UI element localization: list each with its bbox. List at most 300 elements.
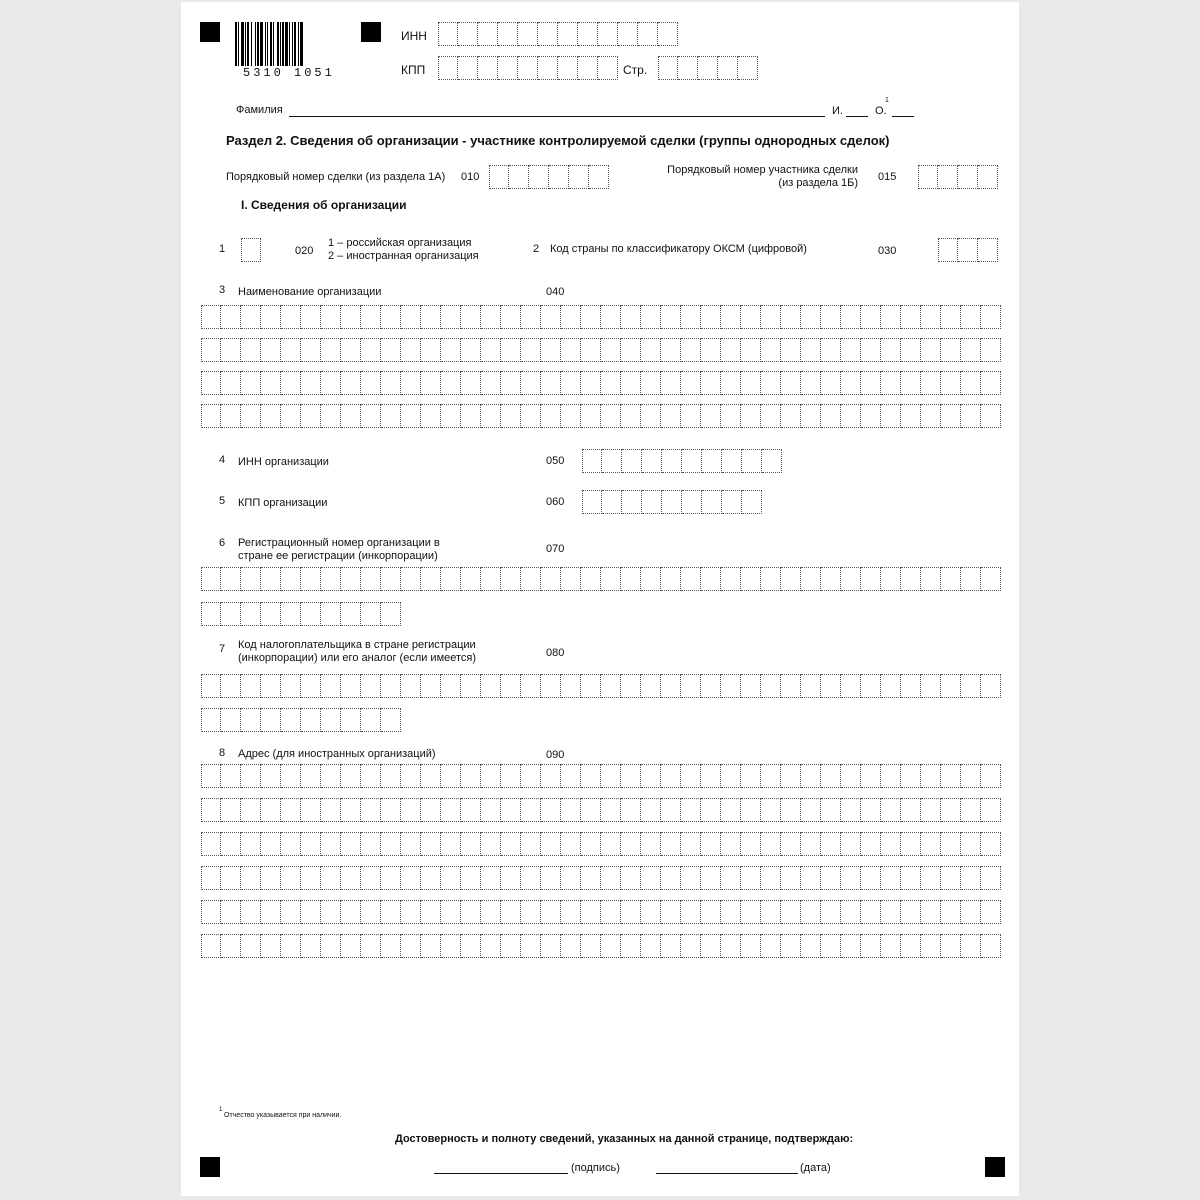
entry-cell[interactable] bbox=[901, 900, 921, 924]
entry-cell[interactable] bbox=[518, 22, 538, 46]
entry-cell[interactable] bbox=[901, 305, 921, 329]
entry-cell[interactable] bbox=[642, 490, 662, 514]
entry-cell[interactable] bbox=[481, 832, 501, 856]
entry-cell[interactable] bbox=[221, 708, 241, 732]
entry-cell[interactable] bbox=[641, 567, 661, 591]
entry-cell[interactable] bbox=[701, 764, 721, 788]
entry-cell[interactable] bbox=[581, 371, 601, 395]
entry-cell[interactable] bbox=[781, 371, 801, 395]
entry-cell[interactable] bbox=[481, 567, 501, 591]
entry-cell[interactable] bbox=[701, 866, 721, 890]
entry-cell[interactable] bbox=[201, 798, 221, 822]
entry-cell[interactable] bbox=[981, 900, 1001, 924]
entry-cell[interactable] bbox=[381, 708, 401, 732]
entry-cell[interactable] bbox=[781, 900, 801, 924]
entry-cell[interactable] bbox=[621, 934, 641, 958]
entry-cell[interactable] bbox=[601, 832, 621, 856]
entry-cell[interactable] bbox=[301, 866, 321, 890]
entry-cell[interactable] bbox=[221, 934, 241, 958]
entry-cell[interactable] bbox=[581, 338, 601, 362]
entry-cell[interactable] bbox=[401, 404, 421, 428]
entry-cell[interactable] bbox=[441, 764, 461, 788]
org-name-cells-line-2[interactable] bbox=[201, 338, 1001, 362]
entry-cell[interactable] bbox=[301, 674, 321, 698]
entry-cell[interactable] bbox=[321, 404, 341, 428]
entry-cell[interactable] bbox=[721, 567, 741, 591]
entry-cell[interactable] bbox=[958, 238, 978, 262]
entry-cell[interactable] bbox=[521, 338, 541, 362]
entry-cell[interactable] bbox=[461, 798, 481, 822]
entry-cell[interactable] bbox=[461, 866, 481, 890]
entry-cell[interactable] bbox=[801, 674, 821, 698]
entry-cell[interactable] bbox=[341, 602, 361, 626]
entry-cell[interactable] bbox=[558, 22, 578, 46]
entry-cell[interactable] bbox=[622, 490, 642, 514]
entry-cell[interactable] bbox=[421, 404, 441, 428]
entry-cell[interactable] bbox=[941, 404, 961, 428]
entry-cell[interactable] bbox=[201, 900, 221, 924]
entry-cell[interactable] bbox=[281, 567, 301, 591]
entry-cell[interactable] bbox=[509, 165, 529, 189]
entry-cell[interactable] bbox=[321, 866, 341, 890]
entry-cell[interactable] bbox=[301, 764, 321, 788]
entry-cell[interactable] bbox=[578, 56, 598, 80]
entry-cell[interactable] bbox=[781, 305, 801, 329]
entry-cell[interactable] bbox=[841, 567, 861, 591]
entry-cell[interactable] bbox=[621, 832, 641, 856]
entry-cell[interactable] bbox=[741, 305, 761, 329]
entry-cell[interactable] bbox=[841, 371, 861, 395]
entry-cell[interactable] bbox=[521, 404, 541, 428]
entry-cell[interactable] bbox=[821, 798, 841, 822]
entry-cell[interactable] bbox=[301, 567, 321, 591]
entry-cell[interactable] bbox=[541, 404, 561, 428]
entry-cell[interactable] bbox=[681, 371, 701, 395]
entry-cell[interactable] bbox=[821, 404, 841, 428]
entry-cell[interactable] bbox=[621, 371, 641, 395]
entry-cell[interactable] bbox=[421, 866, 441, 890]
entry-cell[interactable] bbox=[321, 708, 341, 732]
entry-cell[interactable] bbox=[561, 404, 581, 428]
entry-cell[interactable] bbox=[498, 22, 518, 46]
entry-cell[interactable] bbox=[661, 338, 681, 362]
entry-cell[interactable] bbox=[701, 674, 721, 698]
entry-cell[interactable] bbox=[701, 371, 721, 395]
entry-cell[interactable] bbox=[401, 371, 421, 395]
entry-cell[interactable] bbox=[641, 404, 661, 428]
entry-cell[interactable] bbox=[961, 567, 981, 591]
entry-cell[interactable] bbox=[921, 832, 941, 856]
entry-cell[interactable] bbox=[601, 934, 621, 958]
entry-cell[interactable] bbox=[381, 934, 401, 958]
entry-cell[interactable] bbox=[501, 798, 521, 822]
entry-cell[interactable] bbox=[281, 866, 301, 890]
entry-cell[interactable] bbox=[981, 404, 1001, 428]
entry-cell[interactable] bbox=[901, 674, 921, 698]
entry-cell[interactable] bbox=[901, 934, 921, 958]
entry-cell[interactable] bbox=[341, 708, 361, 732]
entry-cell[interactable] bbox=[598, 22, 618, 46]
entry-cell[interactable] bbox=[961, 371, 981, 395]
entry-cell[interactable] bbox=[661, 832, 681, 856]
entry-cell[interactable] bbox=[881, 798, 901, 822]
entry-cell[interactable] bbox=[281, 602, 301, 626]
entry-cell[interactable] bbox=[569, 165, 589, 189]
entry-cell[interactable] bbox=[541, 567, 561, 591]
entry-cell[interactable] bbox=[881, 934, 901, 958]
initial-i-field[interactable] bbox=[846, 116, 868, 117]
signature-field[interactable] bbox=[434, 1173, 568, 1174]
entry-cell[interactable] bbox=[781, 674, 801, 698]
entry-cell[interactable] bbox=[561, 934, 581, 958]
entry-cell[interactable] bbox=[401, 798, 421, 822]
date-field[interactable] bbox=[656, 1173, 798, 1174]
entry-cell[interactable] bbox=[921, 567, 941, 591]
entry-cell[interactable] bbox=[702, 490, 722, 514]
entry-cell[interactable] bbox=[421, 934, 441, 958]
entry-cell[interactable] bbox=[901, 338, 921, 362]
entry-cell[interactable] bbox=[681, 404, 701, 428]
entry-cell[interactable] bbox=[321, 567, 341, 591]
entry-cell[interactable] bbox=[781, 764, 801, 788]
entry-cell[interactable] bbox=[741, 866, 761, 890]
entry-cell[interactable] bbox=[681, 798, 701, 822]
entry-cell[interactable] bbox=[841, 674, 861, 698]
entry-cell[interactable] bbox=[529, 165, 549, 189]
entry-cell[interactable] bbox=[741, 900, 761, 924]
entry-cell[interactable] bbox=[581, 900, 601, 924]
entry-cell[interactable] bbox=[961, 404, 981, 428]
entry-cell[interactable] bbox=[941, 567, 961, 591]
entry-cell[interactable] bbox=[941, 900, 961, 924]
entry-cell[interactable] bbox=[801, 866, 821, 890]
entry-cell[interactable] bbox=[661, 674, 681, 698]
entry-cell[interactable] bbox=[921, 798, 941, 822]
entry-cell[interactable] bbox=[641, 674, 661, 698]
entry-cell[interactable] bbox=[621, 338, 641, 362]
entry-cell[interactable] bbox=[321, 900, 341, 924]
entry-cell[interactable] bbox=[381, 832, 401, 856]
entry-cell[interactable] bbox=[481, 674, 501, 698]
entry-cell[interactable] bbox=[961, 832, 981, 856]
entry-cell[interactable] bbox=[301, 404, 321, 428]
entry-cell[interactable] bbox=[321, 832, 341, 856]
entry-cell[interactable] bbox=[361, 404, 381, 428]
entry-cell[interactable] bbox=[801, 764, 821, 788]
entry-cell[interactable] bbox=[861, 305, 881, 329]
entry-cell[interactable] bbox=[641, 338, 661, 362]
entry-cell[interactable] bbox=[221, 900, 241, 924]
entry-cell[interactable] bbox=[381, 567, 401, 591]
entry-cell[interactable] bbox=[621, 866, 641, 890]
entry-cell[interactable] bbox=[761, 567, 781, 591]
entry-cell[interactable] bbox=[761, 900, 781, 924]
entry-cell[interactable] bbox=[541, 832, 561, 856]
entry-cell[interactable] bbox=[321, 934, 341, 958]
entry-cell[interactable] bbox=[801, 567, 821, 591]
entry-cell[interactable] bbox=[541, 934, 561, 958]
entry-cell[interactable] bbox=[958, 165, 978, 189]
surname-field[interactable] bbox=[289, 116, 825, 117]
entry-cell[interactable] bbox=[661, 764, 681, 788]
entry-cell[interactable] bbox=[501, 764, 521, 788]
entry-cell[interactable] bbox=[941, 338, 961, 362]
entry-cell[interactable] bbox=[241, 866, 261, 890]
entry-cell[interactable] bbox=[698, 56, 718, 80]
entry-cell[interactable] bbox=[421, 900, 441, 924]
entry-cell[interactable] bbox=[918, 165, 938, 189]
entry-cell[interactable] bbox=[781, 404, 801, 428]
taxpayer-code-cells-line-1[interactable] bbox=[201, 674, 1001, 698]
entry-cell[interactable] bbox=[861, 764, 881, 788]
entry-cell[interactable] bbox=[661, 404, 681, 428]
entry-cell[interactable] bbox=[701, 567, 721, 591]
entry-cell[interactable] bbox=[381, 404, 401, 428]
entry-cell[interactable] bbox=[662, 449, 682, 473]
entry-cell[interactable] bbox=[821, 832, 841, 856]
entry-cell[interactable] bbox=[881, 900, 901, 924]
entry-cell[interactable] bbox=[678, 56, 698, 80]
entry-cell[interactable] bbox=[661, 567, 681, 591]
entry-cell[interactable] bbox=[641, 798, 661, 822]
entry-cell[interactable] bbox=[641, 934, 661, 958]
entry-cell[interactable] bbox=[881, 832, 901, 856]
entry-cell[interactable] bbox=[589, 165, 609, 189]
entry-cell[interactable] bbox=[561, 764, 581, 788]
entry-cell[interactable] bbox=[762, 449, 782, 473]
entry-cell[interactable] bbox=[521, 371, 541, 395]
initial-o-field[interactable] bbox=[892, 116, 914, 117]
entry-cell[interactable] bbox=[201, 832, 221, 856]
entry-cell[interactable] bbox=[961, 305, 981, 329]
taxpayer-code-cells-line-2[interactable] bbox=[201, 708, 401, 732]
entry-cell[interactable] bbox=[978, 238, 998, 262]
entry-cell[interactable] bbox=[241, 674, 261, 698]
entry-cell[interactable] bbox=[221, 832, 241, 856]
entry-cell[interactable] bbox=[581, 674, 601, 698]
entry-cell[interactable] bbox=[201, 602, 221, 626]
inn-cells[interactable] bbox=[438, 22, 678, 46]
entry-cell[interactable] bbox=[941, 866, 961, 890]
entry-cell[interactable] bbox=[201, 674, 221, 698]
entry-cell[interactable] bbox=[381, 371, 401, 395]
entry-cell[interactable] bbox=[581, 764, 601, 788]
entry-cell[interactable] bbox=[441, 305, 461, 329]
entry-cell[interactable] bbox=[561, 832, 581, 856]
entry-cell[interactable] bbox=[682, 490, 702, 514]
entry-cell[interactable] bbox=[781, 798, 801, 822]
entry-cell[interactable] bbox=[281, 934, 301, 958]
entry-cell[interactable] bbox=[501, 371, 521, 395]
entry-cell[interactable] bbox=[681, 832, 701, 856]
entry-cell[interactable] bbox=[261, 832, 281, 856]
entry-cell[interactable] bbox=[861, 567, 881, 591]
entry-cell[interactable] bbox=[981, 934, 1001, 958]
entry-cell[interactable] bbox=[501, 567, 521, 591]
entry-cell[interactable] bbox=[421, 338, 441, 362]
entry-cell[interactable] bbox=[981, 832, 1001, 856]
entry-cell[interactable] bbox=[441, 567, 461, 591]
entry-cell[interactable] bbox=[301, 602, 321, 626]
entry-cell[interactable] bbox=[582, 490, 602, 514]
entry-cell[interactable] bbox=[461, 764, 481, 788]
entry-cell[interactable] bbox=[441, 338, 461, 362]
entry-cell[interactable] bbox=[361, 900, 381, 924]
entry-cell[interactable] bbox=[401, 338, 421, 362]
entry-cell[interactable] bbox=[981, 674, 1001, 698]
entry-cell[interactable] bbox=[521, 674, 541, 698]
entry-cell[interactable] bbox=[621, 764, 641, 788]
entry-cell[interactable] bbox=[881, 567, 901, 591]
entry-cell[interactable] bbox=[821, 371, 841, 395]
entry-cell[interactable] bbox=[681, 934, 701, 958]
entry-cell[interactable] bbox=[541, 338, 561, 362]
entry-cell[interactable] bbox=[549, 165, 569, 189]
entry-cell[interactable] bbox=[821, 934, 841, 958]
entry-cell[interactable] bbox=[241, 338, 261, 362]
entry-cell[interactable] bbox=[481, 798, 501, 822]
entry-cell[interactable] bbox=[602, 490, 622, 514]
entry-cell[interactable] bbox=[461, 567, 481, 591]
entry-cell[interactable] bbox=[261, 404, 281, 428]
entry-cell[interactable] bbox=[401, 764, 421, 788]
entry-cell[interactable] bbox=[281, 764, 301, 788]
entry-cell[interactable] bbox=[361, 934, 381, 958]
entry-cell[interactable] bbox=[201, 764, 221, 788]
entry-cell[interactable] bbox=[241, 602, 261, 626]
entry-cell[interactable] bbox=[241, 832, 261, 856]
entry-cell[interactable] bbox=[881, 305, 901, 329]
entry-cell[interactable] bbox=[881, 404, 901, 428]
entry-cell[interactable] bbox=[621, 305, 641, 329]
entry-cell[interactable] bbox=[861, 866, 881, 890]
entry-cell[interactable] bbox=[221, 602, 241, 626]
country-code-cells[interactable] bbox=[938, 238, 998, 262]
entry-cell[interactable] bbox=[221, 338, 241, 362]
entry-cell[interactable] bbox=[761, 305, 781, 329]
entry-cell[interactable] bbox=[961, 764, 981, 788]
entry-cell[interactable] bbox=[601, 674, 621, 698]
entry-cell[interactable] bbox=[241, 764, 261, 788]
entry-cell[interactable] bbox=[981, 798, 1001, 822]
entry-cell[interactable] bbox=[361, 832, 381, 856]
entry-cell[interactable] bbox=[881, 764, 901, 788]
entry-cell[interactable] bbox=[401, 567, 421, 591]
entry-cell[interactable] bbox=[781, 832, 801, 856]
entry-cell[interactable] bbox=[201, 866, 221, 890]
entry-cell[interactable] bbox=[361, 338, 381, 362]
entry-cell[interactable] bbox=[642, 449, 662, 473]
entry-cell[interactable] bbox=[361, 764, 381, 788]
entry-cell[interactable] bbox=[861, 900, 881, 924]
entry-cell[interactable] bbox=[561, 305, 581, 329]
entry-cell[interactable] bbox=[801, 338, 821, 362]
entry-cell[interactable] bbox=[621, 404, 641, 428]
entry-cell[interactable] bbox=[961, 338, 981, 362]
entry-cell[interactable] bbox=[241, 708, 261, 732]
entry-cell[interactable] bbox=[241, 798, 261, 822]
entry-cell[interactable] bbox=[521, 764, 541, 788]
entry-cell[interactable] bbox=[241, 371, 261, 395]
entry-cell[interactable] bbox=[841, 338, 861, 362]
entry-cell[interactable] bbox=[658, 22, 678, 46]
entry-cell[interactable] bbox=[938, 238, 958, 262]
entry-cell[interactable] bbox=[538, 22, 558, 46]
entry-cell[interactable] bbox=[381, 338, 401, 362]
entry-cell[interactable] bbox=[601, 338, 621, 362]
kpp-cells[interactable] bbox=[438, 56, 618, 80]
entry-cell[interactable] bbox=[481, 764, 501, 788]
entry-cell[interactable] bbox=[441, 900, 461, 924]
entry-cell[interactable] bbox=[581, 866, 601, 890]
entry-cell[interactable] bbox=[501, 305, 521, 329]
entry-cell[interactable] bbox=[361, 798, 381, 822]
entry-cell[interactable] bbox=[281, 708, 301, 732]
entry-cell[interactable] bbox=[261, 900, 281, 924]
entry-cell[interactable] bbox=[721, 934, 741, 958]
entry-cell[interactable] bbox=[321, 305, 341, 329]
entry-cell[interactable] bbox=[721, 798, 741, 822]
entry-cell[interactable] bbox=[921, 866, 941, 890]
entry-cell[interactable] bbox=[478, 22, 498, 46]
entry-cell[interactable] bbox=[341, 338, 361, 362]
entry-cell[interactable] bbox=[221, 866, 241, 890]
entry-cell[interactable] bbox=[341, 371, 361, 395]
entry-cell[interactable] bbox=[361, 674, 381, 698]
entry-cell[interactable] bbox=[641, 900, 661, 924]
entry-cell[interactable] bbox=[561, 674, 581, 698]
entry-cell[interactable] bbox=[201, 934, 221, 958]
entry-cell[interactable] bbox=[701, 934, 721, 958]
entry-cell[interactable] bbox=[381, 866, 401, 890]
entry-cell[interactable] bbox=[921, 404, 941, 428]
entry-cell[interactable] bbox=[801, 900, 821, 924]
entry-cell[interactable] bbox=[681, 900, 701, 924]
entry-cell[interactable] bbox=[561, 338, 581, 362]
entry-cell[interactable] bbox=[741, 764, 761, 788]
entry-cell[interactable] bbox=[761, 832, 781, 856]
entry-cell[interactable] bbox=[489, 165, 509, 189]
entry-cell[interactable] bbox=[301, 338, 321, 362]
org-name-cells-line-3[interactable] bbox=[201, 371, 1001, 395]
entry-cell[interactable] bbox=[722, 490, 742, 514]
entry-cell[interactable] bbox=[521, 305, 541, 329]
entry-cell[interactable] bbox=[781, 934, 801, 958]
entry-cell[interactable] bbox=[381, 900, 401, 924]
entry-cell[interactable] bbox=[681, 674, 701, 698]
entry-cell[interactable] bbox=[682, 449, 702, 473]
entry-cell[interactable] bbox=[301, 371, 321, 395]
entry-cell[interactable] bbox=[361, 371, 381, 395]
entry-cell[interactable] bbox=[881, 371, 901, 395]
entry-cell[interactable] bbox=[301, 708, 321, 732]
entry-cell[interactable] bbox=[661, 798, 681, 822]
entry-cell[interactable] bbox=[421, 764, 441, 788]
entry-cell[interactable] bbox=[701, 338, 721, 362]
entry-cell[interactable] bbox=[841, 934, 861, 958]
entry-cell[interactable] bbox=[901, 371, 921, 395]
entry-cell[interactable] bbox=[781, 338, 801, 362]
entry-cell[interactable] bbox=[361, 567, 381, 591]
entry-cell[interactable] bbox=[821, 900, 841, 924]
entry-cell[interactable] bbox=[341, 674, 361, 698]
org-type-cell[interactable] bbox=[241, 238, 261, 262]
entry-cell[interactable] bbox=[341, 764, 361, 788]
entry-cell[interactable] bbox=[602, 449, 622, 473]
entry-cell[interactable] bbox=[658, 56, 678, 80]
entry-cell[interactable] bbox=[421, 305, 441, 329]
entry-cell[interactable] bbox=[341, 934, 361, 958]
